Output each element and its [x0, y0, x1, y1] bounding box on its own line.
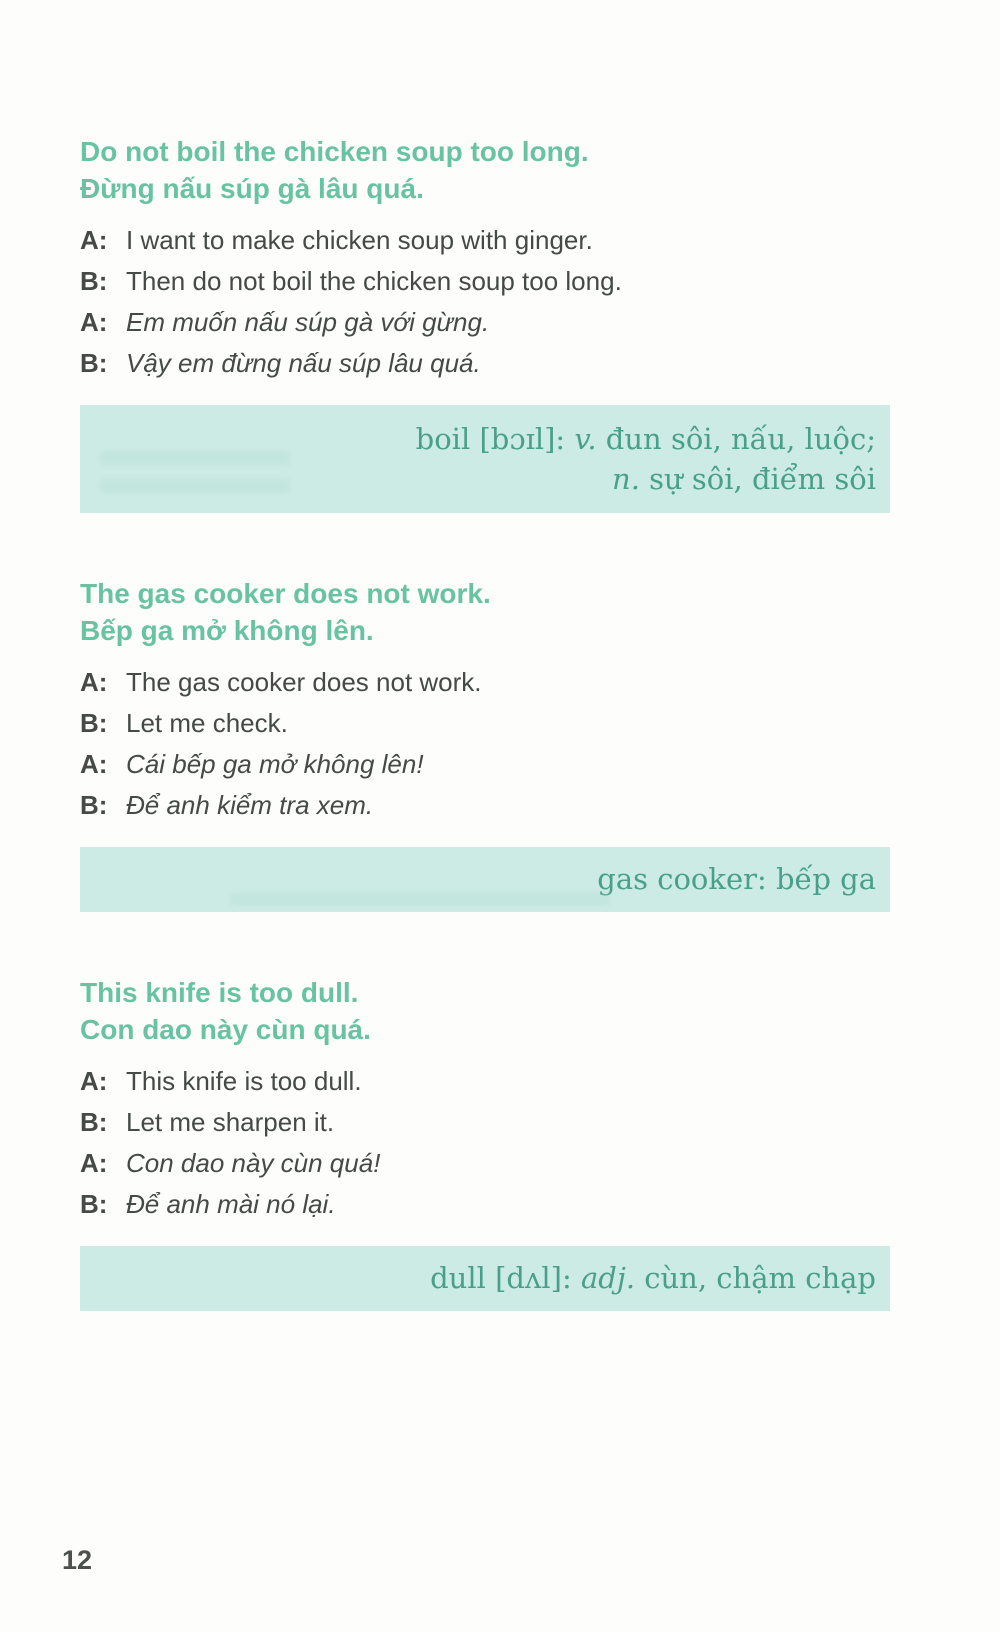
vocab-term: dull [dʌl]:: [430, 1261, 581, 1295]
dialogue-line: [80, 266, 890, 297]
dialogue-text: Cái bếp ga mở không lên!: [126, 749, 424, 779]
speaker-label: B:: [80, 708, 108, 738]
vocab-note-box: [80, 405, 890, 513]
section-title-english: The gas cooker does not work.: [80, 578, 491, 609]
speaker-label: B:: [80, 790, 108, 820]
dialogue-line: [80, 790, 890, 821]
section-title-english: Do not boil the chicken soup too long.: [80, 136, 589, 167]
page-number: 12: [62, 1545, 93, 1575]
lesson-section-gas-cooker: [80, 575, 890, 912]
vocab-meaning: đun sôi, nấu, luộc;: [596, 422, 876, 456]
dialogue-line: [80, 348, 890, 379]
speaker-label: A:: [80, 307, 108, 337]
speaker-label: A:: [80, 1148, 108, 1178]
vocab-term: boil [bɔɪl]:: [415, 422, 575, 456]
dialogue-text: Con dao này cùn quá!: [126, 1148, 381, 1178]
dialogue-text: Vậy em đừng nấu súp lâu quá.: [126, 348, 481, 378]
vocab-meaning: sự sôi, điểm sôi: [639, 462, 876, 496]
vocab-note-line: [94, 1260, 876, 1297]
speaker-label: B:: [80, 1189, 108, 1219]
vocab-term: gas cooker: bếp ga: [597, 862, 876, 896]
speaker-label: B:: [80, 266, 108, 296]
vocab-note-line: [100, 459, 876, 499]
dialogue-line: [80, 1189, 890, 1220]
dialogue-text: Let me check.: [126, 708, 288, 738]
vocab-pos: adj.: [580, 1261, 636, 1295]
speaker-label: A:: [80, 1066, 108, 1096]
dialogue-line: [80, 667, 890, 698]
speaker-label: B:: [80, 1107, 108, 1137]
dialogue-line: [80, 307, 890, 338]
speaker-label: A:: [80, 225, 108, 255]
section-title-vietnamese: Đừng nấu súp gà lâu quá.: [80, 173, 424, 204]
dialogue-text: Let me sharpen it.: [126, 1107, 335, 1137]
dialogue-text: Then do not boil the chicken soup too long.: [126, 266, 622, 296]
dialogue-text: The gas cooker does not work.: [126, 667, 482, 697]
section-title-vietnamese: Con dao này cùn quá.: [80, 1014, 371, 1045]
section-title: [80, 575, 890, 649]
section-title-vietnamese: Bếp ga mở không lên.: [80, 615, 374, 646]
speaker-label: A:: [80, 749, 108, 779]
dialogue-line: [80, 1148, 890, 1179]
dialogue-line: [80, 1107, 890, 1138]
section-title: [80, 133, 890, 207]
speaker-label: B:: [80, 348, 108, 378]
vocab-pos: n.: [612, 462, 640, 496]
lesson-section-boil: [80, 133, 890, 513]
section-title: [80, 974, 890, 1048]
dialogue-block: [80, 225, 890, 379]
section-title-english: This knife is too dull.: [80, 977, 359, 1008]
vocab-note-box: [80, 847, 890, 912]
dialogue-block: [80, 667, 890, 821]
vocab-note-line: [94, 861, 876, 898]
dialogue-line: [80, 708, 890, 739]
lesson-section-dull: [80, 974, 890, 1311]
dialogue-text: I want to make chicken soup with ginger.: [126, 225, 593, 255]
vocab-meaning: cùn, chậm chạp: [635, 1261, 876, 1295]
vocab-pos: v.: [574, 422, 597, 456]
vocab-note-box: [80, 1246, 890, 1311]
dialogue-block: [80, 1066, 890, 1220]
dialogue-text: Để anh mài nó lại.: [126, 1189, 336, 1219]
dialogue-text: Em muốn nấu súp gà với gừng.: [126, 307, 490, 337]
dialogue-text: Để anh kiểm tra xem.: [126, 790, 374, 820]
speaker-label: A:: [80, 667, 108, 697]
vocab-note-line: [100, 419, 876, 459]
dialogue-line: [80, 749, 890, 780]
dialogue-line: [80, 225, 890, 256]
dialogue-line: [80, 1066, 890, 1097]
dialogue-text: This knife is too dull.: [126, 1066, 362, 1096]
